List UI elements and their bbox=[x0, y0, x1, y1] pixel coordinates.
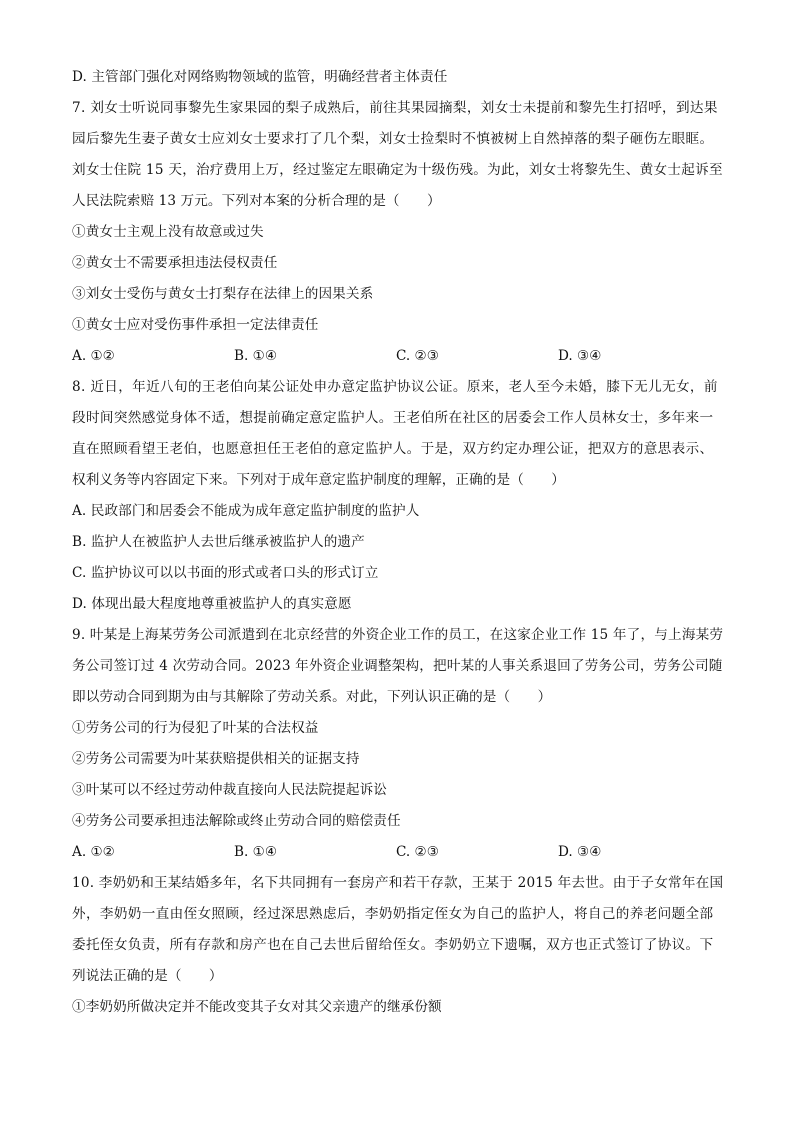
q9-statement: ②劳务公司需要为叶某获赔提供相关的证据支持 bbox=[72, 751, 360, 767]
q10-stem-line: 10. 李奶奶和王某结婚多年，名下共同拥有一套房产和若干存款，王某于 2015 年去世。由于子女常年在国 bbox=[72, 875, 724, 891]
question-9 bbox=[72, 620, 724, 868]
q7-options bbox=[72, 341, 724, 372]
question-10 bbox=[72, 868, 724, 1023]
q8-stem-line: 权利义务等内容固定下来。下列对于成年意定监护制度的理解，正确的是（ ） bbox=[72, 472, 565, 488]
q8-choice-a: A. 民政部门和居委会不能成为成年意定监护制度的监护人 bbox=[72, 503, 420, 519]
q7-stem-line: 人民法院索赔 13 万元。下列对本案的分析合理的是（ ） bbox=[72, 193, 441, 209]
exam-page bbox=[72, 62, 724, 1023]
q8-choice-d: D. 体现出最大程度地尊重被监护人的真实意愿 bbox=[72, 596, 352, 612]
q8-stem-line: 直在照顾看望王老伯，也愿意担任王老伯的意定监护人。于是，双方约定办理公证，把双方的意思表示、 bbox=[72, 441, 714, 457]
q7-option-d: D. ③④ bbox=[558, 348, 602, 364]
q9-stem-line: 即以劳动合同到期为由与其解除了劳动关系。对此，下列认识正确的是（ ） bbox=[72, 689, 552, 705]
q7-statement: ①黄女士主观上没有故意或过失 bbox=[72, 224, 264, 240]
q9-options bbox=[72, 837, 724, 868]
q10-stem-line: 列说法正确的是（ ） bbox=[72, 968, 223, 984]
q7-stem-line: 园后黎先生妻子黄女士应刘女士要求打了几个梨，刘女士捡梨时不慎被树上自然掉落的梨子砸伤左眼眶。 bbox=[72, 131, 714, 147]
q7-option-a: A. ①② bbox=[72, 348, 115, 364]
q7-statement: ①黄女士应对受伤事件承担一定法律责任 bbox=[72, 317, 319, 333]
q8-choice-c: C. 监护协议可以以书面的形式或者口头的形式订立 bbox=[72, 565, 379, 581]
q9-statement: ③叶某可以不经过劳动仲裁直接向人民法院提起诉讼 bbox=[72, 782, 387, 798]
q7-statement: ③刘女士受伤与黄女士打梨存在法律上的因果关系 bbox=[72, 286, 374, 302]
q10-stem-line: 外，李奶奶一直由侄女照顾，经过深思熟虑后，李奶奶指定侄女为自己的监护人，将自己的养老问题全部 bbox=[72, 906, 714, 922]
q10-statement: ①李奶奶所做决定并不能改变其子女对其父亲遗产的继承份额 bbox=[72, 999, 442, 1015]
q9-option-c: C. ②③ bbox=[396, 844, 439, 860]
question-8 bbox=[72, 372, 724, 620]
q6-option-d: D. 主管部门强化对网络购物领域的监管，明确经营者主体责任 bbox=[72, 69, 448, 85]
q7-statement: ②黄女士不需要承担违法侵权责任 bbox=[72, 255, 278, 271]
q9-stem-line: 务公司签订过 4 次劳动合同。2023 年外资企业调整架构，把叶某的人事关系退回了劳务公司，劳务公司随 bbox=[72, 658, 723, 674]
q7-stem-line: 刘女士住院 15 天，治疗费用上万，经过鉴定左眼确定为十级伤残。为此，刘女士将黎先生、黄女士起诉至 bbox=[72, 162, 723, 178]
q7-option-b: B. ①④ bbox=[234, 348, 278, 364]
q8-choice-b: B. 监护人在被监护人去世后继承被监护人的遗产 bbox=[72, 534, 365, 550]
q10-stem-line: 委托侄女负责，所有存款和房产也在自己去世后留给侄女。李奶奶立下遗嘱，双方也正式签订了协议。下 bbox=[72, 937, 714, 953]
q9-option-a: A. ①② bbox=[72, 844, 115, 860]
q8-stem-line: 8. 近日，年近八旬的王老伯向某公证处申办意定监护协议公证。原来，老人至今未婚，膝下无儿无女，前 bbox=[72, 379, 718, 395]
q9-statement: ④劳务公司要承担违法解除或终止劳动合同的赔偿责任 bbox=[72, 813, 401, 829]
q8-stem-line: 段时间突然感觉身体不适，想提前确定意定监护人。王老伯所在社区的居委会工作人员林女士，多年来一 bbox=[72, 410, 714, 426]
q7-option-c: C. ②③ bbox=[396, 348, 439, 364]
q7-stem-line: 7. 刘女士听说同事黎先生家果园的梨子成熟后，前往其果园摘梨，刘女士未提前和黎先生打招呼，到达果 bbox=[72, 100, 718, 116]
q9-option-b: B. ①④ bbox=[234, 844, 278, 860]
q9-stem-line: 9. 叶某是上海某劳务公司派遣到在北京经营的外资企业工作的员工，在这家企业工作 15 年了，与上海某劳 bbox=[72, 627, 724, 643]
question-7 bbox=[72, 93, 724, 372]
q9-option-d: D. ③④ bbox=[558, 844, 602, 860]
q9-statement: ①劳务公司的行为侵犯了叶某的合法权益 bbox=[72, 720, 319, 736]
